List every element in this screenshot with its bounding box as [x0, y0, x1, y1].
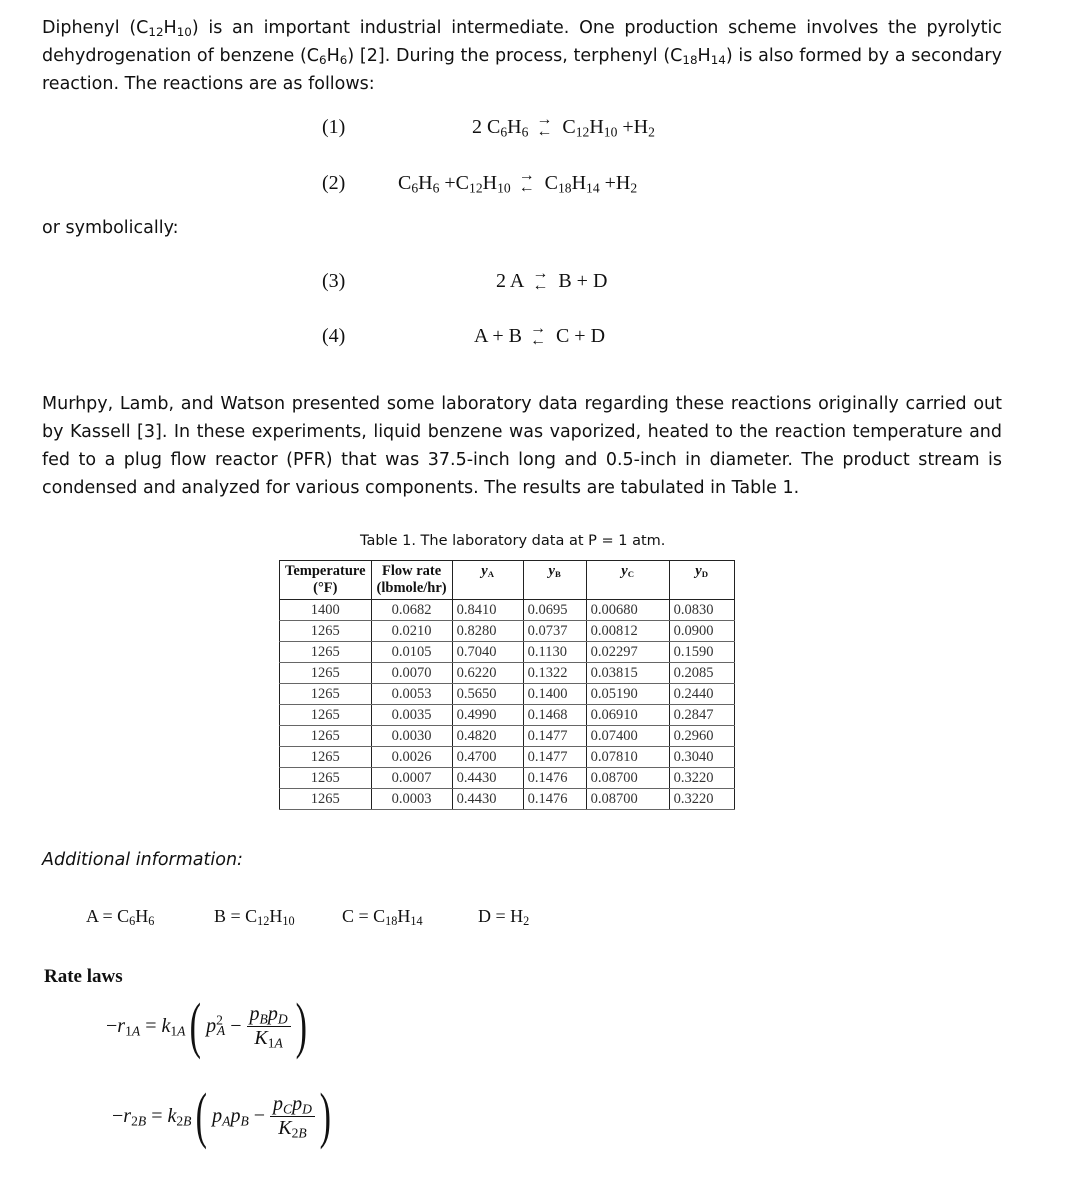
- table-cell: 1400: [280, 600, 372, 621]
- rate-laws-label: Rate laws: [44, 966, 123, 987]
- table-row: [280, 684, 735, 705]
- table-cell: 0.3220: [669, 768, 734, 789]
- table-cell: 0.05190: [586, 684, 669, 705]
- reaction-1-equation: 2 $C_6H_6$ → ← $C_{12}H_{10} +H_2$: [472, 111, 655, 141]
- table-cell: 0.2847: [669, 705, 734, 726]
- kassell-paragraph: [42, 390, 1002, 502]
- table-cell: 1265: [280, 726, 372, 747]
- equilibrium-arrow-icon: → ←: [518, 167, 535, 197]
- table-cell: 0.0070: [371, 663, 452, 684]
- col-header-yd: $y_D$: [669, 561, 734, 600]
- table-cell: 1265: [280, 642, 372, 663]
- table-cell: 0.0210: [371, 621, 452, 642]
- table-row: [280, 621, 735, 642]
- table-row: [280, 789, 735, 810]
- table-cell: 0.1477: [523, 747, 586, 768]
- reaction-3-equation: [496, 265, 608, 295]
- table-cell: 0.3040: [669, 747, 734, 768]
- table-cell: 0.4430: [452, 789, 523, 810]
- lab-data-table: [279, 560, 735, 810]
- table-cell: 0.07400: [586, 726, 669, 747]
- table-row: [280, 705, 735, 726]
- table-row: [280, 642, 735, 663]
- table-cell: 0.02297: [586, 642, 669, 663]
- table-cell: 1265: [280, 621, 372, 642]
- col-header-yc: $y_C$: [586, 561, 669, 600]
- species-c: $C = C_{18}H_{14}$: [342, 906, 423, 929]
- table-row: [280, 747, 735, 768]
- col-header-ya: $y_A$: [452, 561, 523, 600]
- reaction-4-rhs: C + D: [555, 325, 606, 347]
- table-cell: 0.2440: [669, 684, 734, 705]
- reaction-3-lhs: 2 A: [496, 270, 525, 292]
- table-cell: 0.0737: [523, 621, 586, 642]
- table-cell: 0.03815: [586, 663, 669, 684]
- table-cell: 0.0003: [371, 789, 452, 810]
- table-cell: 0.6220: [452, 663, 523, 684]
- table-cell: 0.4990: [452, 705, 523, 726]
- table-cell: 0.5650: [452, 684, 523, 705]
- table-cell: 0.00680: [586, 600, 669, 621]
- table-cell: 0.0695: [523, 600, 586, 621]
- species-b: $B = C_{12}H_{10}$: [214, 906, 295, 929]
- table-cell: 0.4430: [452, 768, 523, 789]
- reaction-2-equation: $C_6H_6 +C_{12}H_{10}$ → ← $C_{18}H_{14} +H_2$: [398, 167, 638, 197]
- table-cell: 0.1468: [523, 705, 586, 726]
- table-cell: 0.0026: [371, 747, 452, 768]
- table-cell: 0.0030: [371, 726, 452, 747]
- table-cell: 0.4700: [452, 747, 523, 768]
- reaction-2-number: (2): [322, 172, 346, 194]
- symbolic-label: or symbolically:: [42, 218, 179, 238]
- table-cell: 0.2085: [669, 663, 734, 684]
- table-row: [280, 726, 735, 747]
- col-header-yb: $y_B$: [523, 561, 586, 600]
- table-cell: 0.1322: [523, 663, 586, 684]
- table-cell: 0.07810: [586, 747, 669, 768]
- table-cell: 0.1130: [523, 642, 586, 663]
- kassell-paragraph-text: Murhpy, Lamb, and Watson presented some laboratory data regarding these reactions originally carried out by Kassell [3]. In these experiments, liquid benzene was vaporized, heated to the reaction temperature and fed to a plug flow reactor (PFR) that was 37.5-inch long and 0.5-inch in diameter. The product stream is condensed and analyzed for various components. The results are tabulated in Table 1.: [42, 394, 1002, 498]
- table-cell: 0.8280: [452, 621, 523, 642]
- table-cell: 1265: [280, 789, 372, 810]
- table-cell: 0.8410: [452, 600, 523, 621]
- table-cell: 0.08700: [586, 768, 669, 789]
- reaction-4-number: (4): [322, 325, 346, 347]
- reaction-4-equation: [474, 320, 606, 350]
- table-cell: 0.1400: [523, 684, 586, 705]
- additional-info-label: Additional information:: [42, 850, 243, 870]
- species-a: $A = C_6H_6$: [86, 906, 155, 929]
- table-cell: 1265: [280, 705, 372, 726]
- reaction-3-number: (3): [322, 270, 346, 292]
- table-cell: 0.08700: [586, 789, 669, 810]
- equilibrium-arrow-icon: → ←: [532, 265, 549, 295]
- table-cell: 0.0105: [371, 642, 452, 663]
- rate-law-1: $-r_{1A} = k_{1A}$( $p^2_A$ − $\frac{p_Bp_D}{K_{1A}}$ ): [106, 992, 307, 1060]
- table-cell: 0.0035: [371, 705, 452, 726]
- table-cell: 0.0053: [371, 684, 452, 705]
- table-caption: Table 1. The laboratory data at P = 1 atm.: [360, 533, 666, 549]
- table-row: [280, 663, 735, 684]
- table-cell: 0.0900: [669, 621, 734, 642]
- table-cell: 0.00812: [586, 621, 669, 642]
- reaction-4-lhs: A + B: [474, 325, 522, 347]
- table-cell: 0.1477: [523, 726, 586, 747]
- table-cell: 0.3220: [669, 789, 734, 810]
- table-cell: 1265: [280, 663, 372, 684]
- table-cell: 0.1476: [523, 789, 586, 810]
- table-cell: 0.06910: [586, 705, 669, 726]
- table-row: [280, 600, 735, 621]
- reaction-1-number: (1): [322, 116, 346, 138]
- table-cell: 0.0830: [669, 600, 734, 621]
- rate-law-2: $-r_{2B} = k_{2B}$( $p_Ap_B$ − $\frac{p_Cp_D}{K_{2B}}$ ): [112, 1082, 331, 1150]
- table-row: [280, 768, 735, 789]
- col-header-temperature: Temperature (°F): [280, 561, 372, 600]
- table-cell: 0.7040: [452, 642, 523, 663]
- reaction-3-rhs: B + D: [558, 270, 608, 292]
- table-cell: 0.0682: [371, 600, 452, 621]
- equilibrium-arrow-icon: → ←: [529, 320, 546, 350]
- table-cell: 1265: [280, 768, 372, 789]
- col-header-flow-rate: Flow rate (lbmole/hr): [371, 561, 452, 600]
- table-cell: 0.1476: [523, 768, 586, 789]
- table-cell: 0.0007: [371, 768, 452, 789]
- table-cell: 1265: [280, 747, 372, 768]
- intro-paragraph: Diphenyl $(C_{12}H_{10})$ is an important industrial intermediate. One production scheme involves the pyrolytic dehydrogenation of benzene $(C_6H_6)$ [2]. During the process, terphenyl $(C_{18}H_{14})$ is also formed by a secondary reaction. The reactions are as follows:: [42, 18, 1002, 94]
- table-cell: 0.2960: [669, 726, 734, 747]
- table-cell: 0.1590: [669, 642, 734, 663]
- species-d: $D = H_2$: [478, 906, 530, 929]
- table-cell: 1265: [280, 684, 372, 705]
- table-cell: 0.4820: [452, 726, 523, 747]
- equilibrium-arrow-icon: → ←: [536, 111, 553, 141]
